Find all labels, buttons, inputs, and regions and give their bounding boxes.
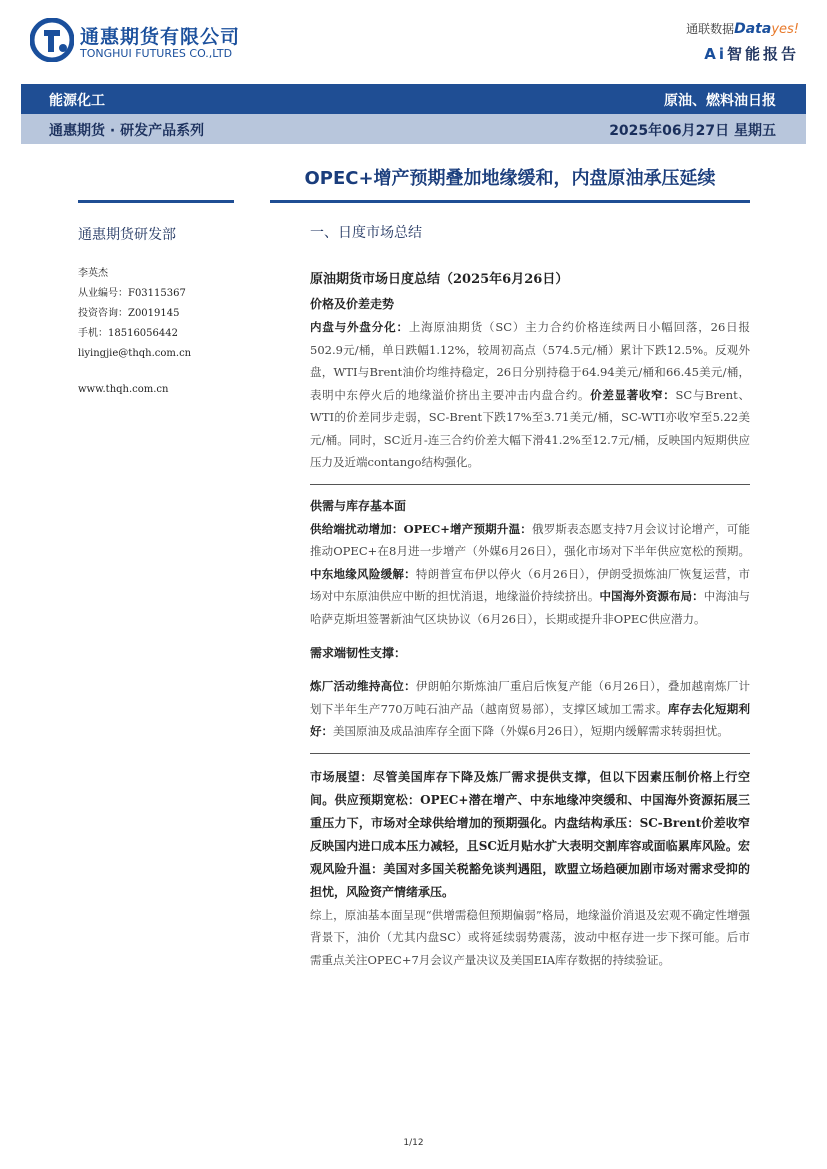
category-label: 能源化工 bbox=[49, 93, 105, 109]
series-banner bbox=[21, 114, 806, 144]
supply-disturb-label: 供给端扰动增加：OPEC+增产预期升温： bbox=[310, 521, 532, 536]
report-date: 2025年06月27日 星期五 bbox=[609, 123, 776, 139]
license-practice: 从业编号：F03115367 bbox=[78, 288, 186, 299]
brand-data: Data bbox=[734, 21, 772, 37]
china-overseas-text: 中海油与哈萨克斯坦签署新油气区块协议（6月26日），长期或提升非OPEC供应潜力。 bbox=[310, 589, 751, 626]
inventory-label: 库存去化短期利好： bbox=[310, 701, 751, 738]
supply-disturb-text: 俄罗斯表态愿支持7月会议讨论增产，可能推动OPEC+在8月进一步增产（外媒6月26日），强化市场对下半年供应宽松的预期。 bbox=[310, 521, 750, 558]
supply-paragraph bbox=[310, 518, 750, 631]
brand-bottom bbox=[629, 43, 799, 64]
section-heading: 一、日度市场总结 bbox=[310, 225, 422, 241]
report-type-label: 原油、燃料油日报 bbox=[664, 93, 776, 109]
sidebar-rule bbox=[78, 200, 234, 203]
divider bbox=[310, 753, 750, 754]
main-content bbox=[310, 222, 750, 971]
mideast-text: 特朗普宣布伊以停火（6月26日），伊朗受损炼油厂恢复运营，市场对中东原油供应中断的担忧消退，地缘溢价持续挤出。 bbox=[310, 566, 751, 603]
company-logo-icon bbox=[30, 18, 74, 62]
spread-narrow-text: SC与Brent、WTI的价差同步走弱，SC-Brent下跌17%至3.71美元/桶，SC-WTI亦收窄至5.22美元/桶。同时，SC近月-连三合约价差大幅下滑41.2%至12.7元/桶，反映国内短期供应压力及近端contango结构强化。 bbox=[310, 387, 750, 469]
demand-label: 需求端韧性支撑： bbox=[310, 646, 407, 660]
brand-top bbox=[629, 20, 799, 37]
refinery-text: 伊朗帕尔斯炼油厂重启后恢复产能（6月26日），叠加越南炼厂计划下半年生产770万吨石油产品（越南贸易部），支撑区域加工需求。 bbox=[310, 679, 751, 716]
department: 通惠期货研发部 bbox=[78, 227, 176, 243]
category-banner bbox=[21, 84, 806, 114]
conclusion: 综上，原油基本面呈现“供增需稳但预期偏弱”格局，地缘溢价消退及宏观不确定性增强背景下，油价（尤其内盘SC）或将延续弱势震荡，波动中枢存进一步下探可能。后市需重点关注OPEC+7月会议产量决议及美国EIA库存数据的持续验证。 bbox=[310, 907, 750, 967]
refinery-label: 炼厂活动维持高位： bbox=[310, 679, 416, 693]
inventory-text: 美国原油及成品油库存全面下降（外媒6月26日），短期内缓解需求转弱担忧。 bbox=[333, 724, 729, 738]
price-label: 价格及价差走势 bbox=[310, 297, 395, 311]
brand-yes: yes! bbox=[771, 22, 799, 37]
author-name: 李英杰 bbox=[78, 268, 108, 279]
price-paragraph bbox=[310, 316, 750, 474]
report-title: OPEC+增产预期叠加地缘缓和，内盘原油承压延续 bbox=[304, 168, 716, 189]
title-rule bbox=[270, 200, 750, 203]
brand-ai: Ai bbox=[704, 45, 727, 63]
supply-label: 供需与库存基本面 bbox=[310, 498, 407, 513]
license-consult: 投资咨询：Z0019145 bbox=[78, 308, 180, 319]
mideast-label: 中东地缘风险缓解： bbox=[310, 566, 416, 581]
demand-paragraph bbox=[310, 675, 750, 743]
page-number: 1/12 bbox=[403, 1138, 424, 1148]
phone: 手机：18516056442 bbox=[78, 328, 178, 339]
spread-narrow-label: 价差显著收窄： bbox=[590, 387, 676, 402]
website-link[interactable]: www.thqh.com.cn bbox=[78, 384, 169, 395]
company-name-cn: 通惠期货有限公司 bbox=[80, 26, 241, 48]
china-overseas-label: 中国海外资源布局： bbox=[599, 589, 704, 603]
company-logo bbox=[30, 18, 270, 64]
datayes-brand bbox=[629, 20, 799, 64]
spread-divergence-text: 上海原油期货（SC）主力合约价格连续两日小幅回落，26日报502.9元/桶，单日跌幅1.12%，较周初高点（574.5元/桶）累计下跌12.5%。反观外盘，WTI与Brent油价均维持稳定，26日分别持稳于64.94美元/桶和66.45美元/桶，表明中东停火后的地缘溢价挤出主要冲击内盘合约。 bbox=[310, 320, 751, 402]
brand-report: 智能报告 bbox=[726, 45, 799, 63]
sidebar bbox=[78, 220, 248, 400]
brand-prefix: 通联数据 bbox=[686, 22, 735, 36]
series-label: 通惠期货 · 研发产品系列 bbox=[49, 123, 205, 139]
summary-title: 原油期货市场日度总结（2025年6月26日） bbox=[310, 272, 569, 287]
spread-divergence-label: 内盘与外盘分化： bbox=[310, 320, 409, 334]
email-link[interactable]: liyingjie@thqh.com.cn bbox=[78, 348, 192, 359]
divider bbox=[310, 484, 750, 485]
company-name-en: TONGHUI FUTURES CO.,LTD bbox=[80, 47, 233, 60]
market-outlook: 市场展望：尽管美国库存下降及炼厂需求提供支撑，但以下因素压制价格上行空间。供应预期宽松：OPEC+潜在增产、中东地缘冲突缓和、中国海外资源拓展三重压力下，市场对全球供给增加的预期强化。内盘结构承压：SC-Brent价差收窄反映国内进口成本压力减轻，且SC近月贴水扩大表明交割库容或面临累库风险。宏观风险升温：美国对多国关税豁免谈判遇阻，欧盟立场趋硬加剧市场对需求受抑的担忧，风险资产情绪承压。 bbox=[310, 769, 750, 899]
